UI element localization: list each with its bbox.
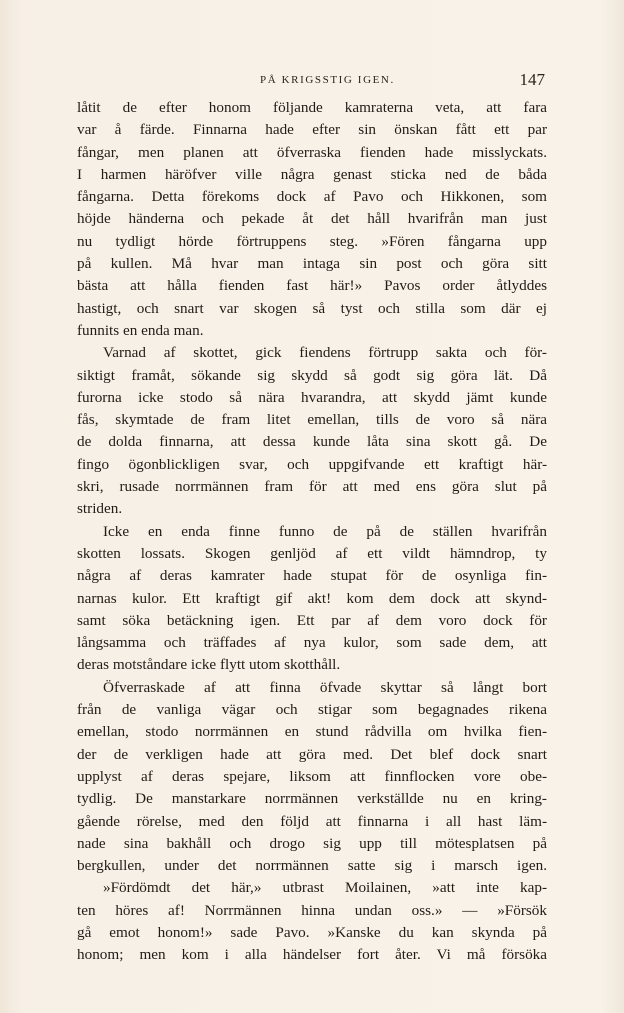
text-line: var å färde. Finnarna hade efter sin önskan fått ett par [77,121,547,139]
text-line: der de verkligen hade att göra med. Det blef dock snart [77,745,547,763]
text-line: narnas kulor. Ett kraftigt gif akt! kom dem dock att skynd- [77,589,547,607]
text-line: gå emot honom!» sade Pavo. »Kanske du kan skynda på [77,923,547,941]
text-line: honom; men kom i alla händelser fort åter. Vi må försöka [77,946,547,964]
text-line: från de vanliga vägar och stigar som begagnades rikena [77,701,547,719]
text-line: några af deras kamrater hade stupat för de osynliga fin- [77,567,547,585]
text-line: fingo ögonblickligen svar, och uppgifvande ett kraftigt här- [77,455,547,473]
text-line: Öfverraskade af att finna öfvade skyttar så långt bort [103,678,547,696]
text-line: bergkullen, under det norrmännen satte sig i marsch igen. [77,857,547,875]
text-line: siktigt framåt, sökande sig skydd så godt sig göra lät. Då [77,366,547,384]
text-line: emellan, stodo norrmännen en stund rådvilla om hvilka fien- [77,723,547,741]
text-line: furorna icke stodo så nära hvarandra, att skydd jämt kunde [77,388,547,406]
running-head: PÅ KRIGSSTIG IGEN. [260,74,395,86]
text-line: hastigt, och snart var skogen så tyst och stilla som där ej [77,299,547,317]
text-line: bästa att hålla fienden fast här!» Pavos order åtlyddes [77,277,547,295]
text-line: striden. [77,500,123,518]
text-line: nade sina bakhåll och drogo sig upp till mötesplatsen på [77,834,547,852]
page-header [75,70,545,94]
text-line: deras motståndare icke flytt utom skotthåll. [77,656,341,674]
text-line: samt söka betäckning igen. Ett par af dem voro dock för [77,611,547,629]
text-line: »Fördömdt det här,» utbrast Moilainen, »att inte kap- [103,879,547,897]
text-line: skri, rusade norrmännen fram för att med ens göra slut på [77,478,547,496]
text-line: funnits en enda man. [77,321,204,339]
text-line: upplyst af deras spejare, liksom att finnflocken vore obe- [77,767,547,785]
text-line: fångar, men planen att öfverraska fienden hade misslyckats. [77,143,547,161]
text-line: gående rörelse, med den följd att finnarna i all hast läm- [77,812,547,830]
text-line: fångarna. Detta förekoms dock af Pavo och Hikkonen, som [77,188,547,206]
text-line: ten höres af! Norrmännen hinna undan oss.» — »Försök [77,901,547,919]
text-line: på kullen. Må hvar man intaga sin post och göra sitt [77,255,547,273]
text-line: Varnad af skottet, gick fiendens förtrupp sakta och för- [103,344,547,362]
text-line: höjde händerna och pekade åt det håll hvarifrån man just [77,210,547,228]
text-line: skotten lossats. Skogen genljöd af ett vildt hämndrop, ty [77,544,547,562]
text-line: I harmen häröfver ville några genast sticka ned de båda [77,165,547,183]
text-line: de dolda finnarna, att dessa kunde låta sina skott gå. De [77,433,547,451]
text-line: tydlig. De manstarkare norrmännen verkställde nu en kring- [77,790,547,808]
text-line: låtit de efter honom följande kamraterna veta, att fara [77,99,547,116]
text-line: långsamma och träffades af nya kulor, som sade dem, att [77,634,547,652]
text-line: Icke en enda finne funno de på de ställen hvarifrån [103,522,547,540]
body-text [77,97,547,967]
page-number: 147 [519,70,545,89]
text-line: nu tydligt hörde förtruppens steg. »Fören fångarna upp [77,232,547,250]
text-line: fås, skymtade de fram litet emellan, tills de voro så nära [77,411,547,429]
